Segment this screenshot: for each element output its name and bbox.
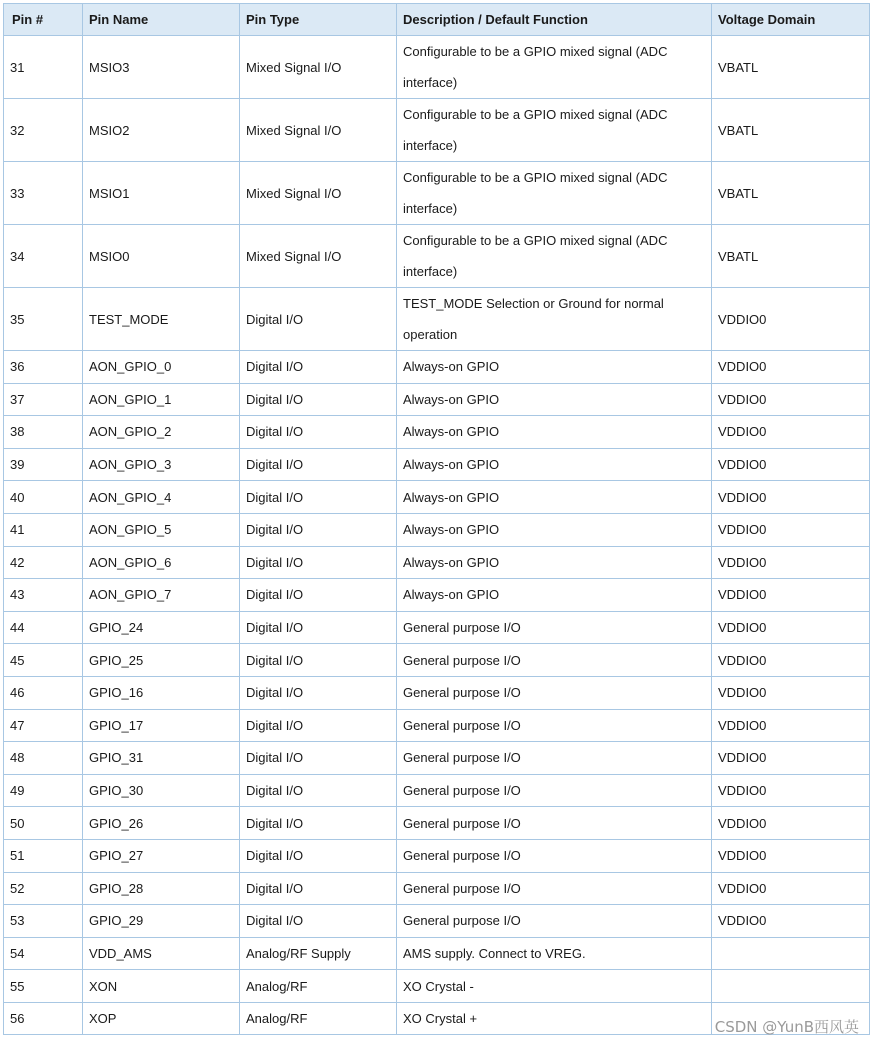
table-row xyxy=(4,839,870,872)
cell-voltage-domain: VDDIO0 xyxy=(712,742,870,775)
cell-description: General purpose I/O xyxy=(397,676,712,709)
cell-pin-number: 36 xyxy=(4,351,83,384)
cell-pin-type: Digital I/O xyxy=(240,351,397,384)
header-voltage-domain: Voltage Domain xyxy=(712,4,870,36)
table-row xyxy=(4,351,870,384)
table-row xyxy=(4,288,870,351)
cell-voltage-domain: VBATL xyxy=(712,36,870,99)
cell-description: Configurable to be a GPIO mixed signal (ADC interface) xyxy=(397,99,712,162)
cell-description: Always-on GPIO xyxy=(397,351,712,384)
cell-description: AMS supply. Connect to VREG. xyxy=(397,937,712,970)
cell-pin-type: Digital I/O xyxy=(240,676,397,709)
cell-pin-type: Mixed Signal I/O xyxy=(240,36,397,99)
cell-pin-type: Analog/RF Supply xyxy=(240,937,397,970)
cell-description: Configurable to be a GPIO mixed signal (ADC interface) xyxy=(397,225,712,288)
cell-pin-number: 33 xyxy=(4,162,83,225)
header-row xyxy=(4,4,870,36)
cell-pin-number: 40 xyxy=(4,481,83,514)
cell-pin-name: GPIO_29 xyxy=(83,905,240,938)
cell-voltage-domain: VDDIO0 xyxy=(712,839,870,872)
cell-pin-type: Mixed Signal I/O xyxy=(240,99,397,162)
cell-pin-name: MSIO3 xyxy=(83,36,240,99)
cell-pin-number: 50 xyxy=(4,807,83,840)
cell-pin-name: GPIO_17 xyxy=(83,709,240,742)
cell-pin-name: XOP xyxy=(83,1002,240,1035)
cell-description: General purpose I/O xyxy=(397,611,712,644)
cell-pin-type: Digital I/O xyxy=(240,905,397,938)
cell-pin-number: 32 xyxy=(4,99,83,162)
cell-pin-name: VDD_AMS xyxy=(83,937,240,970)
table-row xyxy=(4,709,870,742)
header-description: Description / Default Function xyxy=(397,4,712,36)
cell-pin-number: 41 xyxy=(4,513,83,546)
cell-voltage-domain: VDDIO0 xyxy=(712,579,870,612)
table-row xyxy=(4,676,870,709)
cell-voltage-domain: VDDIO0 xyxy=(712,448,870,481)
cell-pin-number: 35 xyxy=(4,288,83,351)
table-row xyxy=(4,162,870,225)
cell-voltage-domain: VDDIO0 xyxy=(712,905,870,938)
cell-pin-name: GPIO_27 xyxy=(83,839,240,872)
cell-pin-number: 31 xyxy=(4,36,83,99)
cell-voltage-domain: VDDIO0 xyxy=(712,513,870,546)
cell-voltage-domain: VBATL xyxy=(712,225,870,288)
table-row xyxy=(4,611,870,644)
cell-pin-name: AON_GPIO_4 xyxy=(83,481,240,514)
cell-voltage-domain: VDDIO0 xyxy=(712,709,870,742)
cell-description: XO Crystal - xyxy=(397,970,712,1003)
header-pin-type: Pin Type xyxy=(240,4,397,36)
cell-pin-number: 47 xyxy=(4,709,83,742)
cell-pin-type: Digital I/O xyxy=(240,839,397,872)
cell-voltage-domain: VDDIO0 xyxy=(712,611,870,644)
cell-pin-type: Mixed Signal I/O xyxy=(240,225,397,288)
cell-voltage-domain: VDDIO0 xyxy=(712,676,870,709)
watermark: CSDN @YunB西风英 xyxy=(714,1018,859,1036)
cell-pin-type: Digital I/O xyxy=(240,579,397,612)
cell-pin-type: Digital I/O xyxy=(240,288,397,351)
table-row xyxy=(4,774,870,807)
cell-voltage-domain: VDDIO0 xyxy=(712,644,870,677)
cell-pin-type: Digital I/O xyxy=(240,774,397,807)
cell-voltage-domain: VBATL xyxy=(712,99,870,162)
cell-description: Always-on GPIO xyxy=(397,579,712,612)
cell-pin-name: MSIO2 xyxy=(83,99,240,162)
cell-pin-number: 46 xyxy=(4,676,83,709)
cell-voltage-domain xyxy=(712,970,870,1003)
cell-pin-name: AON_GPIO_0 xyxy=(83,351,240,384)
cell-description: Always-on GPIO xyxy=(397,546,712,579)
cell-pin-number: 52 xyxy=(4,872,83,905)
cell-voltage-domain xyxy=(712,937,870,970)
header-pin-number: Pin # xyxy=(4,4,83,36)
cell-pin-type: Digital I/O xyxy=(240,416,397,449)
cell-pin-type: Digital I/O xyxy=(240,448,397,481)
table-row xyxy=(4,546,870,579)
cell-description: TEST_MODE Selection or Ground for normal operation xyxy=(397,288,712,351)
cell-description: XO Crystal + xyxy=(397,1002,712,1035)
header-pin-name: Pin Name xyxy=(83,4,240,36)
cell-description: Always-on GPIO xyxy=(397,481,712,514)
cell-pin-number: 56 xyxy=(4,1002,83,1035)
cell-voltage-domain: VDDIO0 xyxy=(712,774,870,807)
cell-pin-number: 34 xyxy=(4,225,83,288)
cell-pin-name: AON_GPIO_3 xyxy=(83,448,240,481)
cell-pin-name: GPIO_31 xyxy=(83,742,240,775)
table-row xyxy=(4,36,870,99)
table-row xyxy=(4,579,870,612)
table-row xyxy=(4,225,870,288)
cell-pin-number: 42 xyxy=(4,546,83,579)
cell-pin-name: GPIO_26 xyxy=(83,807,240,840)
cell-voltage-domain: VBATL xyxy=(712,162,870,225)
cell-pin-type: Analog/RF xyxy=(240,1002,397,1035)
table-row xyxy=(4,970,870,1003)
cell-voltage-domain: VDDIO0 xyxy=(712,351,870,384)
cell-pin-number: 53 xyxy=(4,905,83,938)
cell-pin-name: GPIO_30 xyxy=(83,774,240,807)
cell-pin-number: 43 xyxy=(4,579,83,612)
cell-pin-type: Digital I/O xyxy=(240,481,397,514)
cell-voltage-domain: VDDIO0 xyxy=(712,481,870,514)
cell-voltage-domain: VDDIO0 xyxy=(712,546,870,579)
cell-description: General purpose I/O xyxy=(397,905,712,938)
cell-pin-type: Digital I/O xyxy=(240,383,397,416)
cell-pin-number: 37 xyxy=(4,383,83,416)
table-row xyxy=(4,872,870,905)
cell-pin-type: Digital I/O xyxy=(240,709,397,742)
cell-pin-name: AON_GPIO_2 xyxy=(83,416,240,449)
cell-pin-name: MSIO0 xyxy=(83,225,240,288)
cell-description: General purpose I/O xyxy=(397,644,712,677)
cell-voltage-domain: VDDIO0 xyxy=(712,872,870,905)
cell-pin-name: AON_GPIO_5 xyxy=(83,513,240,546)
cell-pin-type: Digital I/O xyxy=(240,644,397,677)
table-row xyxy=(4,448,870,481)
cell-pin-number: 38 xyxy=(4,416,83,449)
cell-description: Always-on GPIO xyxy=(397,513,712,546)
cell-pin-number: 39 xyxy=(4,448,83,481)
cell-voltage-domain: VDDIO0 xyxy=(712,807,870,840)
cell-pin-number: 54 xyxy=(4,937,83,970)
cell-pin-name: XON xyxy=(83,970,240,1003)
table-row xyxy=(4,383,870,416)
table-row xyxy=(4,644,870,677)
cell-pin-name: GPIO_24 xyxy=(83,611,240,644)
cell-description: Always-on GPIO xyxy=(397,383,712,416)
table-header xyxy=(4,4,870,36)
cell-description: Always-on GPIO xyxy=(397,416,712,449)
cell-pin-number: 44 xyxy=(4,611,83,644)
cell-voltage-domain: VDDIO0 xyxy=(712,416,870,449)
cell-pin-type: Mixed Signal I/O xyxy=(240,162,397,225)
cell-pin-type: Digital I/O xyxy=(240,513,397,546)
table-row xyxy=(4,416,870,449)
table-row xyxy=(4,807,870,840)
cell-pin-type: Digital I/O xyxy=(240,611,397,644)
cell-voltage-domain: VDDIO0 xyxy=(712,288,870,351)
cell-voltage-domain: VDDIO0 xyxy=(712,383,870,416)
cell-pin-name: AON_GPIO_6 xyxy=(83,546,240,579)
cell-pin-number: 49 xyxy=(4,774,83,807)
cell-pin-number: 48 xyxy=(4,742,83,775)
cell-pin-name: GPIO_25 xyxy=(83,644,240,677)
cell-description: Configurable to be a GPIO mixed signal (ADC interface) xyxy=(397,36,712,99)
cell-description: Always-on GPIO xyxy=(397,448,712,481)
table-row xyxy=(4,513,870,546)
cell-pin-type: Digital I/O xyxy=(240,807,397,840)
cell-pin-type: Analog/RF xyxy=(240,970,397,1003)
table-row xyxy=(4,481,870,514)
table-row xyxy=(4,742,870,775)
cell-pin-number: 45 xyxy=(4,644,83,677)
cell-description: General purpose I/O xyxy=(397,709,712,742)
cell-description: General purpose I/O xyxy=(397,742,712,775)
cell-description: Configurable to be a GPIO mixed signal (ADC interface) xyxy=(397,162,712,225)
table-body xyxy=(4,36,870,1035)
cell-pin-type: Digital I/O xyxy=(240,742,397,775)
cell-pin-type: Digital I/O xyxy=(240,546,397,579)
table-row xyxy=(4,937,870,970)
cell-pin-name: GPIO_16 xyxy=(83,676,240,709)
cell-description: General purpose I/O xyxy=(397,839,712,872)
cell-pin-name: TEST_MODE xyxy=(83,288,240,351)
cell-pin-name: AON_GPIO_7 xyxy=(83,579,240,612)
cell-description: General purpose I/O xyxy=(397,872,712,905)
cell-pin-type: Digital I/O xyxy=(240,872,397,905)
cell-description: General purpose I/O xyxy=(397,774,712,807)
cell-pin-name: AON_GPIO_1 xyxy=(83,383,240,416)
table-row xyxy=(4,905,870,938)
cell-pin-number: 55 xyxy=(4,970,83,1003)
cell-pin-number: 51 xyxy=(4,839,83,872)
cell-pin-name: GPIO_28 xyxy=(83,872,240,905)
cell-pin-name: MSIO1 xyxy=(83,162,240,225)
table-row xyxy=(4,99,870,162)
cell-description: General purpose I/O xyxy=(397,807,712,840)
pin-table xyxy=(3,3,870,1035)
